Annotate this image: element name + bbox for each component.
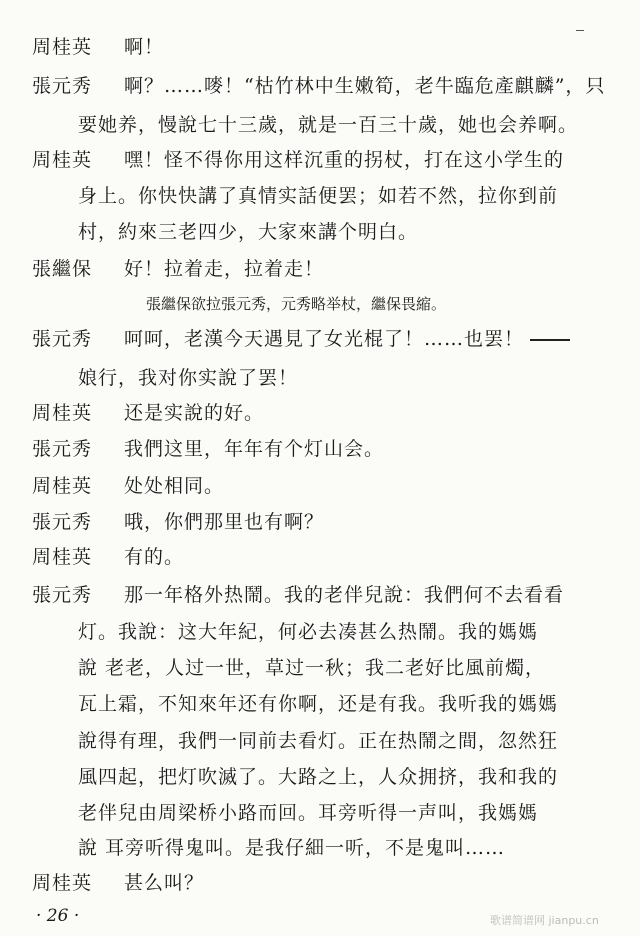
- speech-text: 要她养，慢說七十三歲，就是一百三十歲，她也会养啊。: [78, 114, 579, 136]
- speech-text: 处处相同。: [124, 475, 225, 497]
- speech-text: 身上。你快快講了真情实話便罢；如若不然，拉你到前: [78, 185, 559, 207]
- speaker-name: 張繼保: [32, 258, 93, 280]
- speaker-name: 張元秀: [32, 584, 93, 606]
- speaker-name: 周桂英: [32, 149, 93, 171]
- speaker-name: 張元秀: [32, 75, 93, 97]
- speech-text: 娘行，我对你实說了罢！: [78, 367, 299, 389]
- speech-text: 有的。: [124, 546, 185, 568]
- site-watermark: 歌谱简谱网 jianpu.cn: [490, 914, 599, 927]
- speaker-name: 周桂英: [32, 546, 93, 568]
- speech-text: 哦，你們那里也有啊？: [124, 511, 325, 533]
- speech-text-part: 呵呵，老漢今天遇見了女光棍了！……也罢！: [124, 328, 525, 350]
- speaker-name: 張元秀: [32, 438, 93, 460]
- speech-text: 說得有理，我們一同前去看灯。正在热鬧之間，忽然狂: [78, 730, 559, 752]
- speech-text: 啊！: [124, 36, 165, 58]
- margin-mark: [576, 30, 584, 31]
- speech-text: 啊？……嘜！“枯竹林中生嫩筍，老牛臨危產麒麟”，只: [124, 75, 606, 97]
- em-dash: [530, 339, 570, 341]
- speech-text: 嘿！怪不得你用这样沉重的拐杖，打在这小学生的: [124, 149, 565, 171]
- speech-text: 好！拉着走，拉着走！: [124, 258, 325, 280]
- page-number: · 26 ·: [36, 906, 80, 926]
- speaker-name: 張元秀: [32, 328, 93, 350]
- speech-text: 村，約來三老四少，大家來講个明白。: [78, 221, 419, 243]
- speaker-name: 周桂英: [32, 475, 93, 497]
- speech-text: 瓦上霜，不知來年还有你啊，还是有我。我听我的媽媽: [78, 693, 559, 715]
- stage-direction-text: 張繼保欲拉張元秀，元秀略举杖，繼保畏縮。: [146, 295, 447, 313]
- speaker-name: 周桂英: [32, 872, 93, 894]
- speaker-name: 周桂英: [32, 402, 93, 424]
- speech-text: 老伴兒由周梁桥小路而回。耳旁听得一声叫，我媽媽: [78, 802, 539, 824]
- speech-text: 灯。我說：这大年紀，何必去凑甚么热鬧。我的媽媽: [78, 621, 539, 643]
- speaker-name: 周桂英: [32, 36, 93, 58]
- speech-text: 那一年格外热鬧。我的老伴兒說：我們何不去看看: [124, 584, 565, 606]
- speech-text: 說 老老，人过一世，草过一秋；我二老好比風前燭，: [78, 657, 546, 679]
- speech-text: 說 耳旁听得鬼叫。是我仔細一听，不是鬼叫……: [78, 837, 506, 859]
- speech-text: [124, 327, 570, 351]
- speech-text: 我們这里，年年有个灯山会。: [124, 438, 385, 460]
- speech-text: 甚么叫？: [124, 872, 205, 894]
- speaker-name: 張元秀: [32, 511, 93, 533]
- speech-text: 風四起，把灯吹滅了。大路之上，人众拥挤，我和我的: [78, 766, 559, 788]
- speech-text: 还是实說的好。: [124, 402, 265, 424]
